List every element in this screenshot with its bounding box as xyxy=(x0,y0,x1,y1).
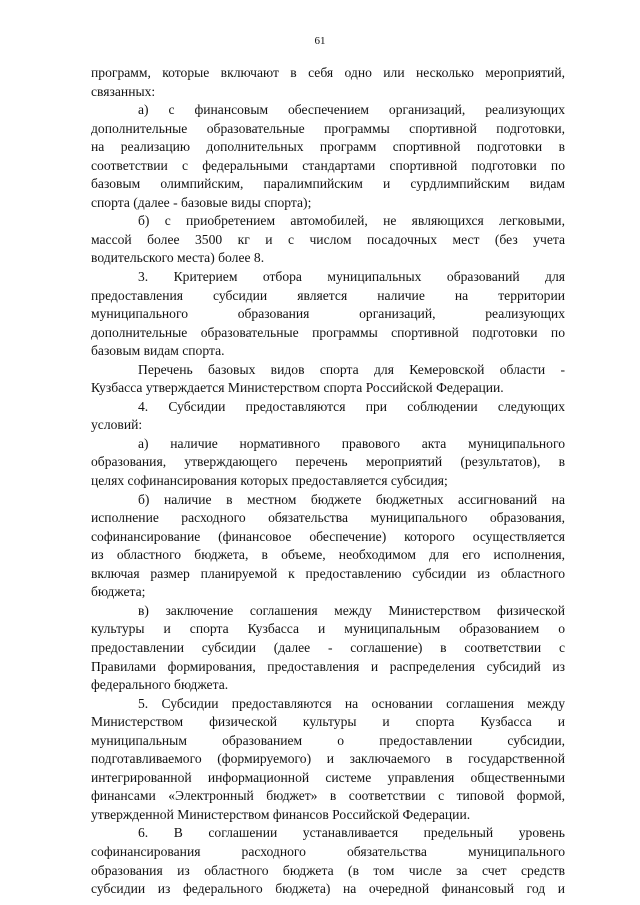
text-line: программ, которые включают в себя одно или несколько мероприятий, xyxy=(91,65,565,80)
text-line: б) наличие в местном бюджете бюджетных ассигнований на xyxy=(138,491,565,507)
text-line: включая размер планируемой к предоставлению субсидии из областного xyxy=(91,565,565,581)
text-line: софинансирование (финансовое обеспечение) которого осуществляется xyxy=(91,528,565,544)
text-line: из областного бюджета, в объеме, необходимом для его исполнения, xyxy=(91,547,565,563)
text-line: Министерством физической культуры и спорта Кузбасса и xyxy=(91,714,565,730)
text-line: водительского места) более 8. xyxy=(91,250,265,266)
text-line: муниципального образования организаций, реализующих xyxy=(91,306,565,322)
text-line: софинансирования расходного обязательства муниципального xyxy=(91,843,565,859)
text-line: спорта (далее - базовые виды спорта); xyxy=(91,194,312,210)
text-line: Кузбасса утверждается Министерством спорта Российской Федерации. xyxy=(91,380,504,396)
text-line: образования, утверждающего перечень мероприятий (результатов), в xyxy=(91,454,565,470)
text-line: соответствии с федеральными стандартами спортивной подготовки по xyxy=(91,157,565,173)
text-line: базовым олимпийским, паралимпийским и сурдлимпийским видам xyxy=(91,176,565,192)
page-number: 61 xyxy=(314,35,326,47)
text-line: в) заключение соглашения между Министерством физической xyxy=(138,602,565,618)
text-line: связанных: xyxy=(91,83,156,99)
text-line: 5. Субсидии предоставляются на основании соглашения между xyxy=(138,695,565,711)
text-line: 6. В соглашении устанавливается предельный уровень xyxy=(138,825,565,841)
text-line: образования из областного бюджета (в том числе за счет средств xyxy=(91,862,565,878)
text-line: 3. Критерием отбора муниципальных образований для xyxy=(138,269,565,285)
text-line: а) с финансовым обеспечением организаций, реализующих xyxy=(138,102,565,118)
text-line: культуры и спорта Кузбасса и муниципальным образованием о xyxy=(91,621,565,637)
text-line: предоставлении субсидии (далее - соглашение) в соответствии с xyxy=(91,639,565,655)
text-line: интегрированной информационной системе управления общественными xyxy=(91,769,565,785)
text-line: массой более 3500 кг и с числом посадочных мест (без учета xyxy=(91,231,565,247)
text-line: базовым видам спорта. xyxy=(91,343,225,359)
text-line: Правилами формирования, предоставления и распределения субсидий из xyxy=(91,658,565,674)
text-line: б) с приобретением автомобилей, не являющихся легковыми, xyxy=(138,213,565,229)
text-line: условий: xyxy=(91,417,143,433)
text-line: подготавливаемого (формируемого) и заключаемого в государственной xyxy=(91,751,565,767)
text-line: исполнение расходного обязательства муниципального образования, xyxy=(91,510,565,526)
text-line: дополнительные образовательные программы спортивной подготовки по xyxy=(91,324,565,340)
text-line: субсидии из федерального бюджета) на очередной финансовый год и xyxy=(91,881,565,897)
text-line: а) наличие нормативного правового акта муниципального xyxy=(138,435,565,451)
text-line: бюджета; xyxy=(91,584,146,600)
text-line: целях софинансирования которых предоставляется субсидия; xyxy=(91,473,448,489)
body-text xyxy=(91,64,565,899)
text-line: дополнительные образовательные программы спортивной подготовки, xyxy=(91,120,565,136)
text-line: на реализацию дополнительных программ спортивной подготовки в xyxy=(91,139,565,155)
text-line: Перечень базовых видов спорта для Кемеровской области - xyxy=(138,361,565,377)
text-line: 4. Субсидии предоставляются при соблюдении следующих xyxy=(138,398,565,414)
text-line: федерального бюджета. xyxy=(91,677,229,693)
text-line: муниципальным образованием о предоставлении субсидии, xyxy=(91,732,565,748)
text-line: финансами «Электронный бюджет» в соответствии с типовой формой, xyxy=(91,788,565,804)
text-line: предоставления субсидии является наличие на территории xyxy=(91,287,565,303)
text-line: утвержденной Министерством финансов Российской Федерации. xyxy=(91,806,471,822)
